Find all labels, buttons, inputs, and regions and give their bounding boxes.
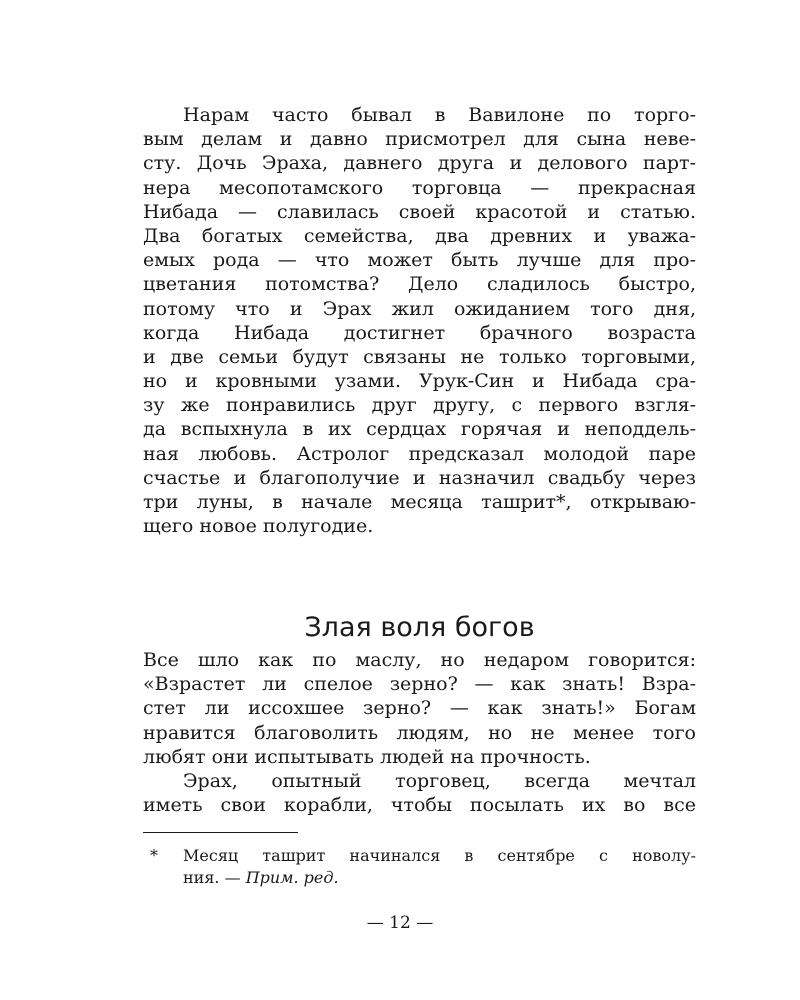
footnote-marker: * bbox=[150, 846, 158, 865]
text-line: стет ли иссохшее зерно? — как знать!» Богам bbox=[143, 697, 696, 720]
text-line: Нибада — славилась своей красотой и статью. bbox=[143, 200, 696, 223]
text-line: потому что и Эрах жил ожиданием того дня, bbox=[143, 297, 696, 320]
text-line: ная любовь. Астролог предсказал молодой паре bbox=[143, 442, 696, 465]
paragraph-2 bbox=[143, 648, 696, 817]
text-line: цветания потомства? Дело сладилось быстро, bbox=[143, 273, 696, 296]
footnote-text-line bbox=[183, 867, 696, 889]
text-line: нравится благоволить людям, но не менее того bbox=[143, 721, 696, 744]
text-line: вым делам и давно присмотрел для сына неве- bbox=[143, 128, 696, 151]
text-line: Два богатых семейства, два древних и уважа- bbox=[143, 224, 696, 247]
page-number: — 12 — bbox=[366, 913, 434, 933]
footnote-divider bbox=[143, 832, 298, 833]
text-line: но и кровными узами. Урук-Син и Нибада сра- bbox=[143, 370, 696, 393]
text-line: Все шло как по маслу, но недаром говорится: bbox=[143, 649, 696, 671]
section-heading: Злая воля богов bbox=[304, 612, 535, 644]
text-line: три луны, в начале месяца ташрит*, открываю- bbox=[143, 491, 696, 513]
paragraph-1 bbox=[143, 103, 696, 538]
text-line: емых рода — что может быть лучше для про- bbox=[143, 249, 696, 272]
text-line: когда Нибада достигнет брачного возраста bbox=[143, 321, 696, 344]
footnote bbox=[150, 845, 696, 889]
text-line: иметь свои корабли, чтобы посылать их во все bbox=[143, 794, 696, 817]
footnote-editor-note: Прим. ред. bbox=[245, 868, 339, 887]
footnote-text-line: Месяц ташрит начинался в сентябре с новолу- bbox=[183, 846, 696, 865]
text-line: щего новое полугодие. bbox=[143, 515, 374, 538]
text-line: Нарам часто бывал в Вавилоне по торго- bbox=[183, 104, 696, 126]
text-line: нера месопотамского торговца — прекрасная bbox=[143, 176, 696, 199]
text-line: Эрах, опытный торговец, всегда мечтал bbox=[183, 769, 696, 792]
footnote-text: ния. — bbox=[183, 868, 246, 887]
text-line: «Взрастет ли спелое зерно? — как знать! Взра- bbox=[143, 673, 696, 696]
text-line: и две семьи будут связаны не только торговыми, bbox=[143, 345, 696, 368]
text-line: да вспыхнула в их сердцах горячая и неподдель- bbox=[143, 418, 696, 441]
text-line: сту. Дочь Эраха, давнего друга и делового парт- bbox=[143, 152, 696, 175]
text-line: любят они испытывать людей на прочность. bbox=[143, 745, 591, 768]
text-line: счастье и благополучие и назначил свадьбу через bbox=[143, 466, 696, 489]
text-line: зу же понравились друг другу, с первого взгля- bbox=[143, 394, 696, 417]
